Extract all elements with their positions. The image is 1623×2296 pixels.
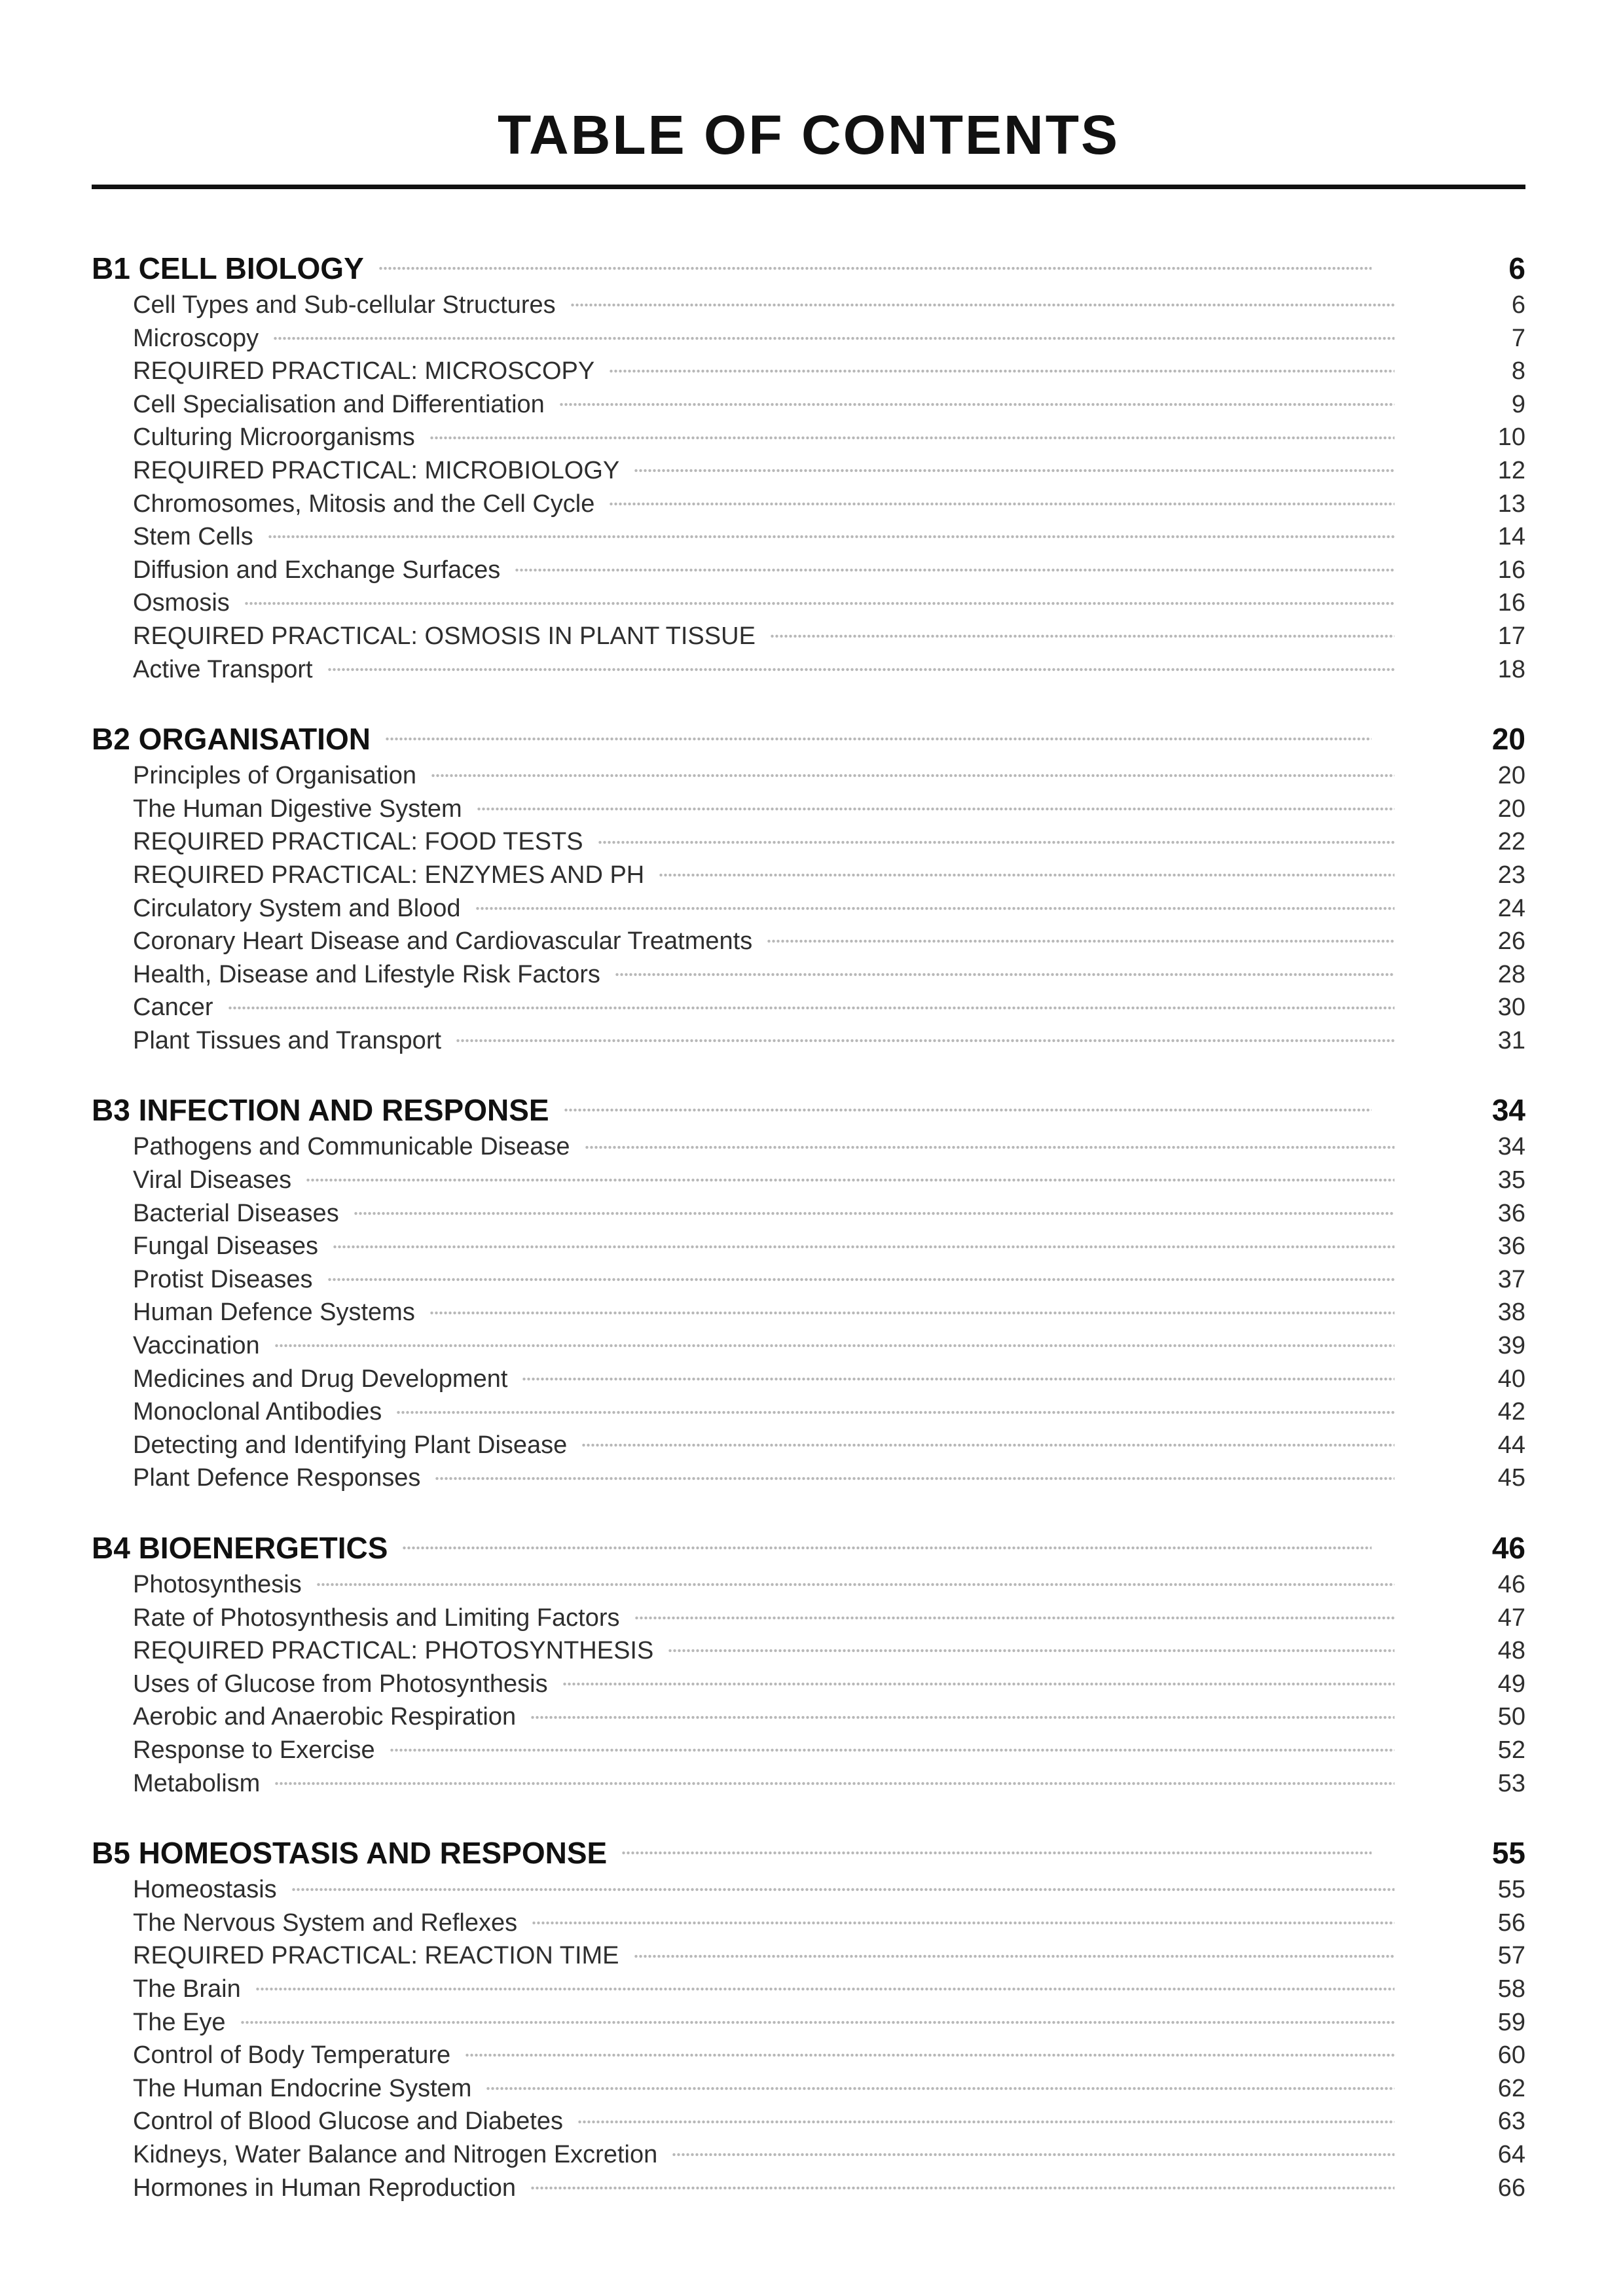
entry-page-number: 55 (1497, 1876, 1525, 1904)
entry-label: Active Transport (133, 655, 313, 683)
toc-entry[interactable] (92, 586, 1525, 620)
entry-label: Coronary Heart Disease and Cardiovascular Treatments (133, 927, 753, 956)
dot-leader (327, 1278, 1395, 1282)
entry-label: Osmosis (133, 589, 230, 617)
entry-page-number: 26 (1497, 927, 1525, 956)
entry-page-number: 10 (1497, 423, 1525, 452)
entry-page-number: 58 (1497, 1975, 1525, 2003)
entry-label: Rate of Photosynthesis and Limiting Factors (133, 1604, 620, 1632)
dot-leader (581, 1443, 1395, 1447)
entry-label: Culturing Microorganisms (133, 423, 415, 452)
entry-page-number: 46 (1497, 1571, 1525, 1598)
entry-page-number: 6 (1511, 291, 1525, 319)
section-heading-label: B3 INFECTION AND RESPONSE (92, 1093, 549, 1128)
dot-leader (621, 1851, 1372, 1855)
dot-leader (274, 1344, 1395, 1348)
dot-leader (634, 1954, 1395, 1958)
toc-entry[interactable] (92, 289, 1525, 322)
dot-leader (228, 1006, 1395, 1010)
dot-leader (585, 1145, 1395, 1149)
dot-leader (240, 2020, 1395, 2024)
toc-entry[interactable] (92, 653, 1525, 687)
section-heading-label: B5 HOMEOSTASIS AND RESPONSE (92, 1836, 608, 1871)
dot-leader (316, 1583, 1395, 1587)
toc-entry[interactable] (92, 1973, 1525, 2006)
entry-label: Fungal Diseases (133, 1232, 319, 1261)
toc-section (92, 1528, 1525, 1800)
toc-entry[interactable] (92, 958, 1525, 992)
dot-leader (577, 2120, 1395, 2124)
dot-leader (291, 1888, 1395, 1892)
toc-entry[interactable] (92, 1700, 1525, 1734)
toc-section (92, 1833, 1525, 2204)
entry-label: The Human Endocrine System (133, 2074, 472, 2102)
entry-label: REQUIRED PRACTICAL: MICROSCOPY (133, 357, 595, 386)
entry-label: Principles of Organisation (133, 762, 416, 790)
dot-leader (435, 1477, 1395, 1480)
dot-leader (570, 303, 1395, 307)
entry-label: The Human Digestive System (133, 795, 462, 823)
toc-entry[interactable] (92, 825, 1525, 859)
entry-page-number: 48 (1497, 1637, 1525, 1665)
dot-leader (273, 336, 1395, 340)
entry-page-number: 36 (1497, 1199, 1525, 1227)
section-page-number: 20 (1491, 722, 1525, 757)
toc-entry[interactable] (92, 1602, 1525, 1635)
toc-page (92, 98, 1525, 2237)
dot-leader (615, 973, 1395, 977)
entry-page-number: 28 (1497, 960, 1525, 988)
entry-page-number: 40 (1497, 1365, 1525, 1393)
toc-entry[interactable] (92, 1363, 1525, 1396)
entry-page-number: 47 (1497, 1604, 1525, 1632)
toc-entry[interactable] (92, 1634, 1525, 1668)
entry-page-number: 18 (1497, 655, 1525, 683)
toc-entry[interactable] (92, 2039, 1525, 2072)
dot-leader (390, 1748, 1395, 1752)
dot-leader (532, 1921, 1395, 1925)
toc-entry[interactable] (92, 421, 1525, 454)
entry-page-number: 9 (1511, 390, 1525, 418)
entry-page-number: 13 (1497, 490, 1525, 518)
dot-leader (672, 2153, 1395, 2157)
entry-label: Human Defence Systems (133, 1299, 415, 1327)
toc-entry[interactable] (92, 355, 1525, 388)
entry-label: Microscopy (133, 324, 259, 352)
entry-label: Detecting and Identifying Plant Disease (133, 1431, 568, 1459)
dot-leader (402, 1546, 1372, 1550)
toc-entry[interactable] (92, 520, 1525, 554)
toc-entry[interactable] (92, 859, 1525, 892)
entry-page-number: 14 (1497, 523, 1525, 551)
toc-entry[interactable] (92, 388, 1525, 422)
dot-leader (609, 369, 1395, 373)
toc-entry[interactable] (92, 991, 1525, 1024)
dot-leader (431, 774, 1395, 778)
entry-page-number: 38 (1497, 1299, 1525, 1327)
section-heading[interactable] (92, 1833, 1525, 1873)
dot-leader (456, 1039, 1395, 1043)
entry-page-number: 24 (1497, 894, 1525, 922)
toc-entry[interactable] (92, 2138, 1525, 2172)
dot-leader (396, 1410, 1395, 1414)
entry-page-number: 52 (1497, 1736, 1525, 1764)
dot-leader (244, 601, 1395, 605)
entry-page-number: 8 (1511, 357, 1525, 386)
entry-label: Monoclonal Antibodies (133, 1398, 382, 1426)
toc-list (92, 248, 1525, 2204)
entry-label: Homeostasis (133, 1876, 277, 1904)
section-heading[interactable] (92, 248, 1525, 289)
entry-page-number: 35 (1497, 1166, 1525, 1194)
dot-leader (385, 737, 1372, 741)
dot-leader (530, 2186, 1395, 2190)
entry-page-number: 59 (1497, 2008, 1525, 2036)
section-heading-label: B2 ORGANISATION (92, 722, 371, 757)
dot-leader (522, 1377, 1395, 1381)
toc-entry[interactable] (92, 1197, 1525, 1230)
entry-page-number: 45 (1497, 1464, 1525, 1492)
toc-entry[interactable] (92, 1462, 1525, 1495)
dot-leader (268, 535, 1395, 539)
entry-label: Bacterial Diseases (133, 1199, 339, 1227)
entry-page-number: 16 (1497, 589, 1525, 617)
entry-label: Control of Blood Glucose and Diabetes (133, 2108, 563, 2136)
dot-leader (475, 906, 1395, 910)
section-page-number: 46 (1491, 1531, 1525, 1565)
toc-entry[interactable] (92, 2006, 1525, 2039)
toc-entry[interactable] (92, 1568, 1525, 1602)
dot-leader (668, 1649, 1395, 1653)
entry-label: Cell Types and Sub-cellular Structures (133, 291, 556, 319)
entry-label: Stem Cells (133, 523, 253, 551)
dot-leader (486, 2087, 1395, 2090)
entry-label: Circulatory System and Blood (133, 894, 461, 922)
toc-entry[interactable] (92, 488, 1525, 521)
toc-entry[interactable] (92, 1296, 1525, 1329)
toc-entry[interactable] (92, 1395, 1525, 1429)
dot-leader (515, 568, 1395, 572)
entry-page-number: 62 (1497, 2074, 1525, 2102)
entry-page-number: 20 (1497, 762, 1525, 790)
dot-leader (333, 1245, 1395, 1249)
entry-page-number: 56 (1497, 1909, 1525, 1937)
entry-label: REQUIRED PRACTICAL: FOOD TESTS (133, 828, 583, 856)
entry-page-number: 57 (1497, 1942, 1525, 1970)
toc-entry[interactable] (92, 1668, 1525, 1701)
dot-leader (634, 469, 1395, 473)
entry-label: Kidneys, Water Balance and Nitrogen Excretion (133, 2140, 658, 2168)
entry-page-number: 37 (1497, 1265, 1525, 1293)
entry-label: Protist Diseases (133, 1265, 313, 1293)
dot-leader (564, 1108, 1372, 1112)
entry-page-number: 16 (1497, 556, 1525, 584)
page-title: TABLE OF CONTENTS (497, 104, 1120, 166)
toc-entry[interactable] (92, 2172, 1525, 2205)
entry-label: Vaccination (133, 1332, 260, 1360)
entry-page-number: 36 (1497, 1232, 1525, 1261)
entry-label: Response to Exercise (133, 1736, 375, 1764)
toc-entry[interactable] (92, 322, 1525, 355)
toc-entry[interactable] (92, 1263, 1525, 1297)
dot-leader (354, 1211, 1395, 1215)
toc-entry[interactable] (92, 793, 1525, 826)
toc-section (92, 1090, 1525, 1495)
entry-label: Diffusion and Exchange Surfaces (133, 556, 501, 584)
toc-entry[interactable] (92, 1907, 1525, 1940)
entry-page-number: 44 (1497, 1431, 1525, 1459)
entry-label: REQUIRED PRACTICAL: ENZYMES AND PH (133, 861, 645, 889)
toc-entry[interactable] (92, 1873, 1525, 1907)
dot-leader (530, 1715, 1395, 1719)
dot-leader (767, 939, 1395, 943)
entry-label: Plant Tissues and Transport (133, 1026, 442, 1054)
entry-page-number: 31 (1497, 1026, 1525, 1054)
toc-entry[interactable] (92, 1734, 1525, 1767)
entry-label: Cell Specialisation and Differentiation (133, 390, 545, 418)
section-page-number: 55 (1491, 1836, 1525, 1871)
entry-page-number: 23 (1497, 861, 1525, 889)
toc-entry[interactable] (92, 925, 1525, 958)
toc-entry[interactable] (92, 1767, 1525, 1801)
entry-label: Hormones in Human Reproduction (133, 2174, 517, 2202)
toc-entry[interactable] (92, 1024, 1525, 1058)
entry-page-number: 42 (1497, 1398, 1525, 1426)
toc-section (92, 719, 1525, 1057)
dot-leader (634, 1616, 1395, 1620)
toc-entry[interactable] (92, 1329, 1525, 1363)
entry-label: The Nervous System and Reflexes (133, 1909, 518, 1937)
entry-label: Health, Disease and Lifestyle Risk Factors (133, 960, 600, 988)
section-page-number: 6 (1508, 251, 1525, 285)
entry-label: REQUIRED PRACTICAL: OSMOSIS IN PLANT TISSUE (133, 622, 756, 650)
toc-entry[interactable] (92, 1130, 1525, 1164)
toc-entry[interactable] (92, 1429, 1525, 1462)
dot-leader (306, 1178, 1395, 1182)
entry-page-number: 64 (1497, 2140, 1525, 2168)
dot-leader (598, 840, 1395, 844)
dot-leader (378, 266, 1372, 270)
toc-entry[interactable] (92, 554, 1525, 587)
dot-leader (429, 1311, 1395, 1315)
entry-page-number: 53 (1497, 1769, 1525, 1797)
entry-label: REQUIRED PRACTICAL: PHOTOSYNTHESIS (133, 1637, 654, 1665)
entry-page-number: 30 (1497, 994, 1525, 1022)
toc-entry[interactable] (92, 892, 1525, 925)
dot-leader (465, 2053, 1395, 2057)
section-page-number: 34 (1491, 1093, 1525, 1128)
entry-label: The Eye (133, 2008, 226, 2036)
dot-leader (562, 1682, 1395, 1686)
entry-page-number: 66 (1497, 2174, 1525, 2202)
toc-entry[interactable] (92, 759, 1525, 793)
entry-page-number: 60 (1497, 2041, 1525, 2070)
dot-leader (609, 502, 1395, 506)
section-heading-label: B4 BIOENERGETICS (92, 1531, 388, 1565)
toc-entry[interactable] (92, 1164, 1525, 1197)
entry-page-number: 17 (1497, 622, 1525, 650)
entry-label: Cancer (133, 994, 213, 1022)
entry-label: Plant Defence Responses (133, 1464, 421, 1492)
entry-page-number: 63 (1497, 2108, 1525, 2136)
entry-page-number: 12 (1497, 456, 1525, 484)
entry-label: Pathogens and Communicable Disease (133, 1133, 570, 1161)
toc-entry[interactable] (92, 620, 1525, 653)
section-heading-label: B1 CELL BIOLOGY (92, 251, 364, 285)
entry-page-number: 49 (1497, 1670, 1525, 1698)
entry-label: Control of Body Temperature (133, 2041, 451, 2070)
entry-page-number: 7 (1511, 324, 1525, 352)
entry-label: Medicines and Drug Development (133, 1365, 508, 1393)
entry-label: Metabolism (133, 1769, 261, 1797)
toc-entry[interactable] (92, 454, 1525, 488)
entry-label: Viral Diseases (133, 1166, 292, 1194)
entry-page-number: 39 (1497, 1332, 1525, 1360)
toc-entry[interactable] (92, 2105, 1525, 2138)
dot-leader (255, 1987, 1395, 1991)
entry-page-number: 20 (1497, 795, 1525, 823)
toc-entry[interactable] (92, 1230, 1525, 1263)
title-divider (92, 185, 1525, 189)
dot-leader (477, 807, 1395, 811)
dot-leader (274, 1782, 1395, 1785)
entry-label: The Brain (133, 1975, 241, 2003)
toc-entry[interactable] (92, 1939, 1525, 1973)
entry-label: Aerobic and Anaerobic Respiration (133, 1703, 517, 1731)
entry-label: Uses of Glucose from Photosynthesis (133, 1670, 548, 1698)
entry-label: Chromosomes, Mitosis and the Cell Cycle (133, 490, 595, 518)
entry-label: REQUIRED PRACTICAL: MICROBIOLOGY (133, 456, 620, 484)
section-heading[interactable] (92, 1090, 1525, 1130)
entry-page-number: 50 (1497, 1703, 1525, 1731)
toc-section (92, 248, 1525, 686)
entry-page-number: 22 (1497, 828, 1525, 856)
dot-leader (659, 873, 1395, 877)
entry-label: REQUIRED PRACTICAL: REACTION TIME (133, 1942, 619, 1970)
section-heading[interactable] (92, 719, 1525, 759)
dot-leader (770, 634, 1395, 638)
section-heading[interactable] (92, 1528, 1525, 1568)
entry-page-number: 34 (1497, 1133, 1525, 1161)
dot-leader (429, 436, 1395, 440)
dot-leader (327, 668, 1395, 672)
toc-entry[interactable] (92, 2072, 1525, 2106)
dot-leader (559, 403, 1395, 406)
entry-label: Photosynthesis (133, 1571, 302, 1598)
